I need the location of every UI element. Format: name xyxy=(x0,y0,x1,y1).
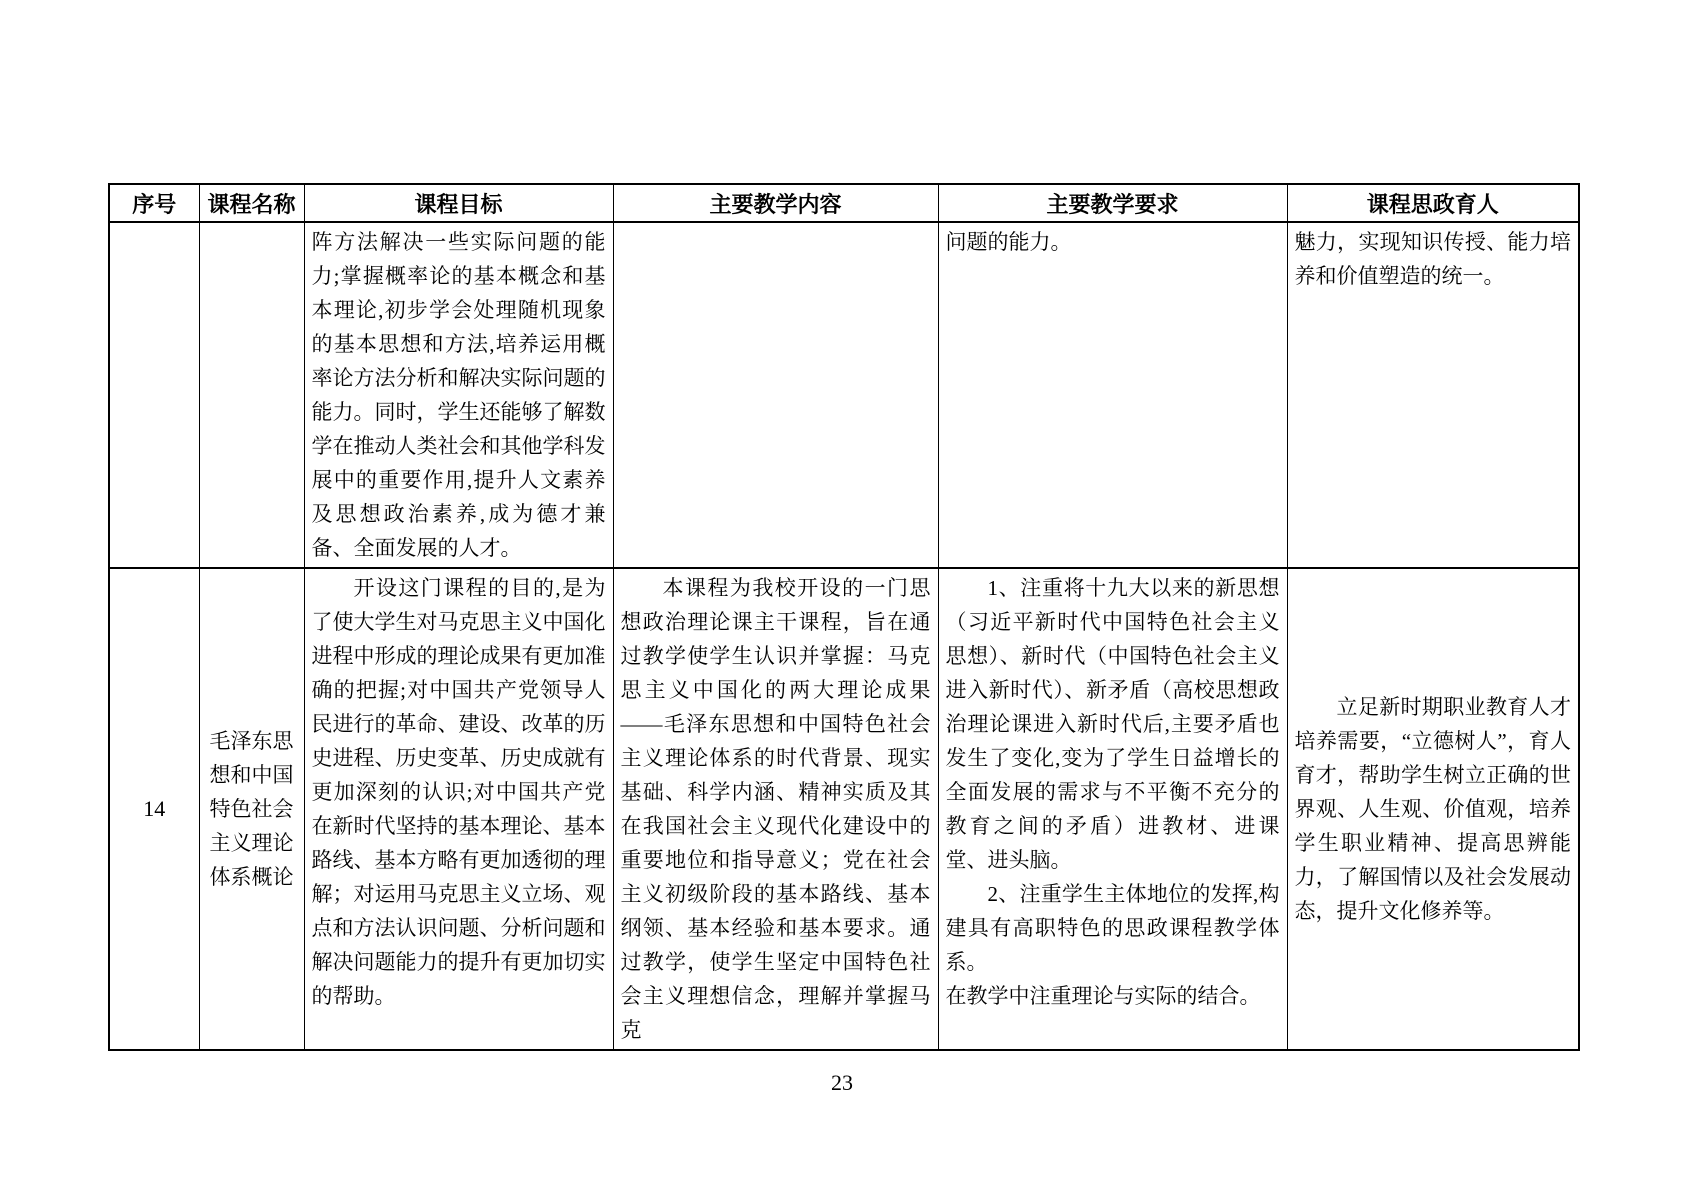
cell-course-name xyxy=(199,222,304,568)
header-requirements: 主要教学要求 xyxy=(938,184,1287,222)
requirements-paragraph: 问题的能力。 xyxy=(945,230,1072,254)
cell-objectives xyxy=(304,568,613,1050)
ideology-paragraph: 立足新时期职业教育人才培养需要，“立德树人”，育人育才，帮助学生树立正确的世界观、人生观、价值观，培养学生职业精神、提高思辨能力，了解国情以及社会发展动态，提升文化修养等。 xyxy=(1294,695,1571,923)
header-content: 主要教学内容 xyxy=(613,184,938,222)
ideology-paragraph: 魅力，实现知识传授、能力培养和价值塑造的统一。 xyxy=(1294,230,1571,288)
header-ideology: 课程思政育人 xyxy=(1287,184,1579,222)
cell-requirements xyxy=(938,568,1287,1050)
header-objectives: 课程目标 xyxy=(304,184,613,222)
header-course-name: 课程名称 xyxy=(199,184,304,222)
cell-seq: 14 xyxy=(109,568,199,1050)
cell-course-name: 毛泽东思想和中国特色社会主义理论体系概论 xyxy=(199,568,304,1050)
objectives-paragraph: 开设这门课程的目的,是为了使大学生对马克思主义中国化进程中形成的理论成果有更加准确的把握;对中国共产党领导人民进行的革命、建设、改革的历史进程、历史变革、历史成就有更加深刻的认识;对中国共产党在新时代坚持的基本理论、基本路线、基本方略有更加透彻的理解；对运用马克思主义立场、观点和方法认识问题、分析问题和解决问题能力的提升有更加切实的帮助。 xyxy=(311,576,606,1008)
requirements-paragraph-3: 在教学中注重理论与实际的结合。 xyxy=(945,984,1261,1008)
cell-seq xyxy=(109,222,199,568)
cell-ideology xyxy=(1287,568,1579,1050)
objectives-paragraph: 阵方法解决一些实际问题的能力;掌握概率论的基本概念和基本理论,初步学会处理随机现象的基本思想和方法,培养运用概率论方法分析和解决实际问题的能力。同时，学生还能够了解数学在推动人类社会和其他学科发展中的重要作用,提升人文素养及思想政治素养,成为德才兼备、全面发展的人才。 xyxy=(311,230,606,560)
course-table xyxy=(108,183,1580,1051)
cell-ideology xyxy=(1287,222,1579,568)
table-row-14 xyxy=(109,568,1579,1050)
content-paragraph: 本课程为我校开设的一门思想政治理论课主干课程，旨在通过教学使学生认识并掌握：马克思主义中国化的两大理论成果——毛泽东思想和中国特色社会主义理论体系的时代背景、现实基础、科学内涵、精神实质及其在我国社会主义现代化建设中的重要地位和指导意义；党在社会主义初级阶段的基本路线、基本纲领、基本经验和基本要求。通过教学，使学生坚定中国特色社会主义理想信念，理解并掌握马克 xyxy=(620,576,931,1042)
requirements-paragraph-1: 1、注重将十九大以来的新思想（习近平新时代中国特色社会主义思想）、新时代（中国特色社会主义进入新时代）、新矛盾（高校思想政治理论课进入新时代后,主要矛盾也发生了变化,变为了学生日益增长的全面发展的需求与不平衡不充分的教育之间的矛盾）进教材、进课堂、进头脑。 xyxy=(945,576,1280,872)
header-seq: 序号 xyxy=(109,184,199,222)
table-header-row xyxy=(109,184,1579,222)
cell-objectives xyxy=(304,222,613,568)
requirements-paragraph-2: 2、注重学生主体地位的发挥,构建具有高职特色的思政课程教学体系。 xyxy=(945,882,1280,974)
cell-requirements xyxy=(938,222,1287,568)
table-row-continuation xyxy=(109,222,1579,568)
cell-content xyxy=(613,222,938,568)
page-number: 23 xyxy=(831,1070,853,1095)
cell-content xyxy=(613,568,938,1050)
